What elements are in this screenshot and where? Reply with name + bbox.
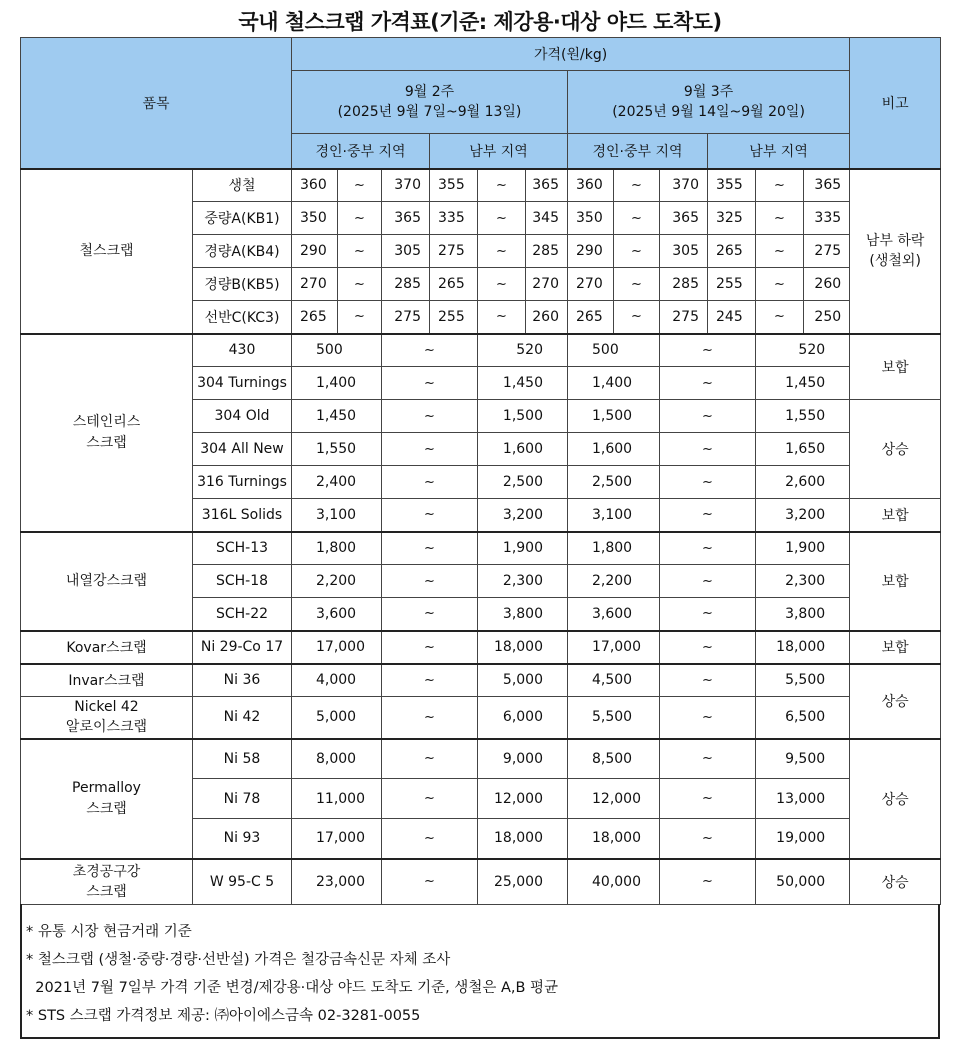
week2-region-central: 경인·중부 지역 bbox=[568, 134, 708, 169]
price-low: 11,000 bbox=[292, 779, 382, 819]
tilde: ~ bbox=[382, 819, 478, 859]
price-high: 2,300 bbox=[478, 565, 568, 598]
price-low: 1,450 bbox=[292, 400, 382, 433]
price-high: 6,000 bbox=[478, 697, 568, 739]
price-low: 8,500 bbox=[568, 739, 660, 779]
week1-header: 9월 2주 (2025년 9월 7일~9월 13일) bbox=[292, 71, 568, 134]
tilde: ~ bbox=[478, 301, 526, 334]
grade-cell: 316 Turnings bbox=[193, 466, 292, 499]
tilde: ~ bbox=[756, 169, 804, 202]
price-low: 4,000 bbox=[292, 664, 382, 697]
price-high: 285 bbox=[660, 268, 708, 301]
price-low: 355 bbox=[430, 169, 478, 202]
tilde: ~ bbox=[382, 664, 478, 697]
price-high: 2,500 bbox=[478, 466, 568, 499]
grade-cell: Ni 93 bbox=[193, 819, 292, 859]
grade-cell: Ni 42 bbox=[193, 697, 292, 739]
grade-cell: SCH-18 bbox=[193, 565, 292, 598]
tilde: ~ bbox=[660, 697, 756, 739]
tilde: ~ bbox=[660, 400, 756, 433]
category-cell: 내열강스크랩 bbox=[21, 532, 193, 631]
price-low: 1,800 bbox=[568, 532, 660, 565]
price-high: 305 bbox=[382, 235, 430, 268]
grade-cell: Ni 58 bbox=[193, 739, 292, 779]
grade-cell: W 95-C 5 bbox=[193, 859, 292, 905]
remark-cell: 보합 bbox=[850, 499, 941, 532]
price-high: 1,900 bbox=[478, 532, 568, 565]
grade-cell: 304 Turnings bbox=[193, 367, 292, 400]
tilde: ~ bbox=[338, 202, 382, 235]
tilde: ~ bbox=[338, 235, 382, 268]
price-table-body bbox=[21, 169, 941, 905]
tilde: ~ bbox=[660, 739, 756, 779]
price-high: 260 bbox=[804, 268, 850, 301]
category-cell: Kovar스크랩 bbox=[21, 631, 193, 664]
price-high: 260 bbox=[526, 301, 568, 334]
price-high: 25,000 bbox=[478, 859, 568, 905]
price-low: 265 bbox=[708, 235, 756, 268]
price-low: 3,100 bbox=[568, 499, 660, 532]
price-high: 2,600 bbox=[756, 466, 850, 499]
price-high: 275 bbox=[660, 301, 708, 334]
price-high: 1,500 bbox=[478, 400, 568, 433]
price-high: 5,000 bbox=[478, 664, 568, 697]
price-low: 270 bbox=[568, 268, 614, 301]
grade-cell: 생철 bbox=[193, 169, 292, 202]
remark-cell: 보합 bbox=[850, 532, 941, 631]
tilde: ~ bbox=[614, 301, 660, 334]
price-low: 2,500 bbox=[568, 466, 660, 499]
table-row bbox=[21, 532, 941, 565]
table-row bbox=[21, 664, 941, 697]
grade-cell: Ni 78 bbox=[193, 779, 292, 819]
price-low: 12,000 bbox=[568, 779, 660, 819]
price-high: 1,450 bbox=[756, 367, 850, 400]
price-high: 365 bbox=[660, 202, 708, 235]
tilde: ~ bbox=[660, 532, 756, 565]
price-low: 40,000 bbox=[568, 859, 660, 905]
price-low: 2,200 bbox=[568, 565, 660, 598]
tilde: ~ bbox=[660, 367, 756, 400]
price-low: 270 bbox=[292, 268, 338, 301]
price-high: 365 bbox=[382, 202, 430, 235]
note-line: * 철스크랩 (생철·중량·경량·선반설) 가격은 철강금속신문 자체 조사 bbox=[26, 952, 451, 968]
price-low: 8,000 bbox=[292, 739, 382, 779]
week2-header: 9월 3주 (2025년 9월 14일~9월 20일) bbox=[568, 71, 850, 134]
tilde: ~ bbox=[382, 532, 478, 565]
tilde: ~ bbox=[756, 268, 804, 301]
price-low: 500 bbox=[292, 334, 382, 367]
tilde: ~ bbox=[382, 598, 478, 631]
grade-cell: 중량A(KB1) bbox=[193, 202, 292, 235]
tilde: ~ bbox=[660, 334, 756, 367]
grade-cell: Ni 36 bbox=[193, 664, 292, 697]
note-line: 2021년 7월 7일부 가격 기준 변경/제강용·대상 야드 도착도 기준, 생철은 A,B 평균 bbox=[26, 980, 559, 996]
price-low: 1,600 bbox=[568, 433, 660, 466]
price-low: 1,400 bbox=[292, 367, 382, 400]
tilde: ~ bbox=[382, 631, 478, 664]
price-high: 335 bbox=[804, 202, 850, 235]
tilde: ~ bbox=[338, 268, 382, 301]
category-cell: Invar스크랩 bbox=[21, 664, 193, 697]
price-high: 3,800 bbox=[478, 598, 568, 631]
tilde: ~ bbox=[382, 367, 478, 400]
price-high: 18,000 bbox=[756, 631, 850, 664]
price-low: 360 bbox=[292, 169, 338, 202]
item-header: 품목 bbox=[21, 38, 292, 169]
price-high: 250 bbox=[804, 301, 850, 334]
price-low: 350 bbox=[568, 202, 614, 235]
tilde: ~ bbox=[382, 466, 478, 499]
note-line: * 유통 시장 현금거래 기준 bbox=[26, 924, 192, 940]
price-high: 5,500 bbox=[756, 664, 850, 697]
category-cell: Nickel 42 알로이스크랩 bbox=[21, 697, 193, 739]
remark-cell: 상승 bbox=[850, 739, 941, 859]
tilde: ~ bbox=[756, 202, 804, 235]
price-low: 325 bbox=[708, 202, 756, 235]
price-high: 3,800 bbox=[756, 598, 850, 631]
price-low: 275 bbox=[430, 235, 478, 268]
price-high: 18,000 bbox=[478, 631, 568, 664]
tilde: ~ bbox=[660, 433, 756, 466]
tilde: ~ bbox=[382, 400, 478, 433]
grade-cell: SCH-13 bbox=[193, 532, 292, 565]
price-high: 370 bbox=[382, 169, 430, 202]
price-high: 1,600 bbox=[478, 433, 568, 466]
tilde: ~ bbox=[382, 565, 478, 598]
grade-cell: Ni 29-Co 17 bbox=[193, 631, 292, 664]
remark-cell: 상승 bbox=[850, 400, 941, 499]
remark-cell: 상승 bbox=[850, 664, 941, 739]
price-high: 9,000 bbox=[478, 739, 568, 779]
price-table bbox=[20, 37, 941, 905]
price-low: 1,500 bbox=[568, 400, 660, 433]
category-cell: 초경공구강 스크랩 bbox=[21, 859, 193, 905]
price-high: 365 bbox=[526, 169, 568, 202]
price-high: 6,500 bbox=[756, 697, 850, 739]
tilde: ~ bbox=[478, 202, 526, 235]
table-row bbox=[21, 859, 941, 905]
tilde: ~ bbox=[338, 169, 382, 202]
tilde: ~ bbox=[614, 235, 660, 268]
price-low: 2,200 bbox=[292, 565, 382, 598]
price-high: 370 bbox=[660, 169, 708, 202]
grade-cell: 316L Solids bbox=[193, 499, 292, 532]
price-high: 275 bbox=[382, 301, 430, 334]
price-low: 265 bbox=[430, 268, 478, 301]
tilde: ~ bbox=[614, 202, 660, 235]
table-row bbox=[21, 334, 941, 367]
price-high: 285 bbox=[526, 235, 568, 268]
price-high: 2,300 bbox=[756, 565, 850, 598]
tilde: ~ bbox=[660, 466, 756, 499]
notes-box bbox=[20, 904, 940, 1039]
price-high: 520 bbox=[478, 334, 568, 367]
price-low: 500 bbox=[568, 334, 660, 367]
price-low: 1,550 bbox=[292, 433, 382, 466]
price-low: 245 bbox=[708, 301, 756, 334]
price-low: 3,600 bbox=[568, 598, 660, 631]
note-line: * STS 스크랩 가격정보 제공: ㈜아이에스금속 02-3281-0055 bbox=[26, 1008, 421, 1024]
note-header: 비고 bbox=[850, 38, 941, 169]
price-high: 18,000 bbox=[478, 819, 568, 859]
price-high: 3,200 bbox=[756, 499, 850, 532]
price-header: 가격(원/kg) bbox=[292, 38, 850, 71]
price-low: 2,400 bbox=[292, 466, 382, 499]
category-cell: Permalloy 스크랩 bbox=[21, 739, 193, 859]
price-high: 270 bbox=[526, 268, 568, 301]
price-high: 305 bbox=[660, 235, 708, 268]
tilde: ~ bbox=[478, 235, 526, 268]
price-low: 18,000 bbox=[568, 819, 660, 859]
price-low: 360 bbox=[568, 169, 614, 202]
table-row bbox=[21, 739, 941, 779]
tilde: ~ bbox=[660, 499, 756, 532]
tilde: ~ bbox=[382, 779, 478, 819]
tilde: ~ bbox=[614, 268, 660, 301]
price-high: 1,450 bbox=[478, 367, 568, 400]
price-high: 365 bbox=[804, 169, 850, 202]
grade-cell: 430 bbox=[193, 334, 292, 367]
price-high: 285 bbox=[382, 268, 430, 301]
price-low: 290 bbox=[568, 235, 614, 268]
price-low: 17,000 bbox=[292, 631, 382, 664]
price-low: 23,000 bbox=[292, 859, 382, 905]
tilde: ~ bbox=[382, 859, 478, 905]
price-high: 1,550 bbox=[756, 400, 850, 433]
grade-cell: 304 Old bbox=[193, 400, 292, 433]
price-low: 3,600 bbox=[292, 598, 382, 631]
tilde: ~ bbox=[478, 169, 526, 202]
page-title: 국내 철스크랩 가격표(기준: 제강용·대상 야드 도착도) bbox=[238, 10, 722, 34]
tilde: ~ bbox=[382, 739, 478, 779]
table-row bbox=[21, 697, 941, 739]
grade-cell: 선반C(KC3) bbox=[193, 301, 292, 334]
tilde: ~ bbox=[660, 859, 756, 905]
tilde: ~ bbox=[382, 433, 478, 466]
price-high: 1,650 bbox=[756, 433, 850, 466]
table-row bbox=[21, 169, 941, 202]
remark-cell: 보합 bbox=[850, 631, 941, 664]
price-low: 5,500 bbox=[568, 697, 660, 739]
tilde: ~ bbox=[660, 631, 756, 664]
grade-cell: 경량A(KB4) bbox=[193, 235, 292, 268]
tilde: ~ bbox=[660, 664, 756, 697]
price-high: 345 bbox=[526, 202, 568, 235]
category-cell: 철스크랩 bbox=[21, 169, 193, 334]
tilde: ~ bbox=[382, 499, 478, 532]
grade-cell: 경량B(KB5) bbox=[193, 268, 292, 301]
tilde: ~ bbox=[660, 598, 756, 631]
tilde: ~ bbox=[660, 565, 756, 598]
grade-cell: SCH-22 bbox=[193, 598, 292, 631]
table-row bbox=[21, 631, 941, 664]
price-low: 255 bbox=[430, 301, 478, 334]
price-high: 3,200 bbox=[478, 499, 568, 532]
price-low: 255 bbox=[708, 268, 756, 301]
tilde: ~ bbox=[614, 169, 660, 202]
price-low: 290 bbox=[292, 235, 338, 268]
price-low: 355 bbox=[708, 169, 756, 202]
price-high: 12,000 bbox=[478, 779, 568, 819]
price-low: 265 bbox=[568, 301, 614, 334]
price-low: 1,800 bbox=[292, 532, 382, 565]
price-low: 1,400 bbox=[568, 367, 660, 400]
price-low: 335 bbox=[430, 202, 478, 235]
price-low: 17,000 bbox=[568, 631, 660, 664]
price-high: 9,500 bbox=[756, 739, 850, 779]
tilde: ~ bbox=[660, 819, 756, 859]
price-high: 19,000 bbox=[756, 819, 850, 859]
category-cell: 스테인리스 스크랩 bbox=[21, 334, 193, 532]
tilde: ~ bbox=[382, 697, 478, 739]
price-high: 1,900 bbox=[756, 532, 850, 565]
tilde: ~ bbox=[338, 301, 382, 334]
price-high: 520 bbox=[756, 334, 850, 367]
remark-cell: 보합 bbox=[850, 334, 941, 400]
week2-region-south: 남부 지역 bbox=[708, 134, 850, 169]
price-high: 50,000 bbox=[756, 859, 850, 905]
price-low: 3,100 bbox=[292, 499, 382, 532]
price-low: 4,500 bbox=[568, 664, 660, 697]
tilde: ~ bbox=[660, 779, 756, 819]
tilde: ~ bbox=[478, 268, 526, 301]
tilde: ~ bbox=[382, 334, 478, 367]
week1-region-central: 경인·중부 지역 bbox=[292, 134, 430, 169]
price-high: 275 bbox=[804, 235, 850, 268]
remark-cell: 상승 bbox=[850, 859, 941, 905]
tilde: ~ bbox=[756, 301, 804, 334]
remark-cell: 남부 하락 (생철외) bbox=[850, 169, 941, 334]
price-low: 17,000 bbox=[292, 819, 382, 859]
price-low: 5,000 bbox=[292, 697, 382, 739]
week1-region-south: 남부 지역 bbox=[430, 134, 568, 169]
tilde: ~ bbox=[756, 235, 804, 268]
grade-cell: 304 All New bbox=[193, 433, 292, 466]
price-low: 265 bbox=[292, 301, 338, 334]
price-high: 13,000 bbox=[756, 779, 850, 819]
price-low: 350 bbox=[292, 202, 338, 235]
